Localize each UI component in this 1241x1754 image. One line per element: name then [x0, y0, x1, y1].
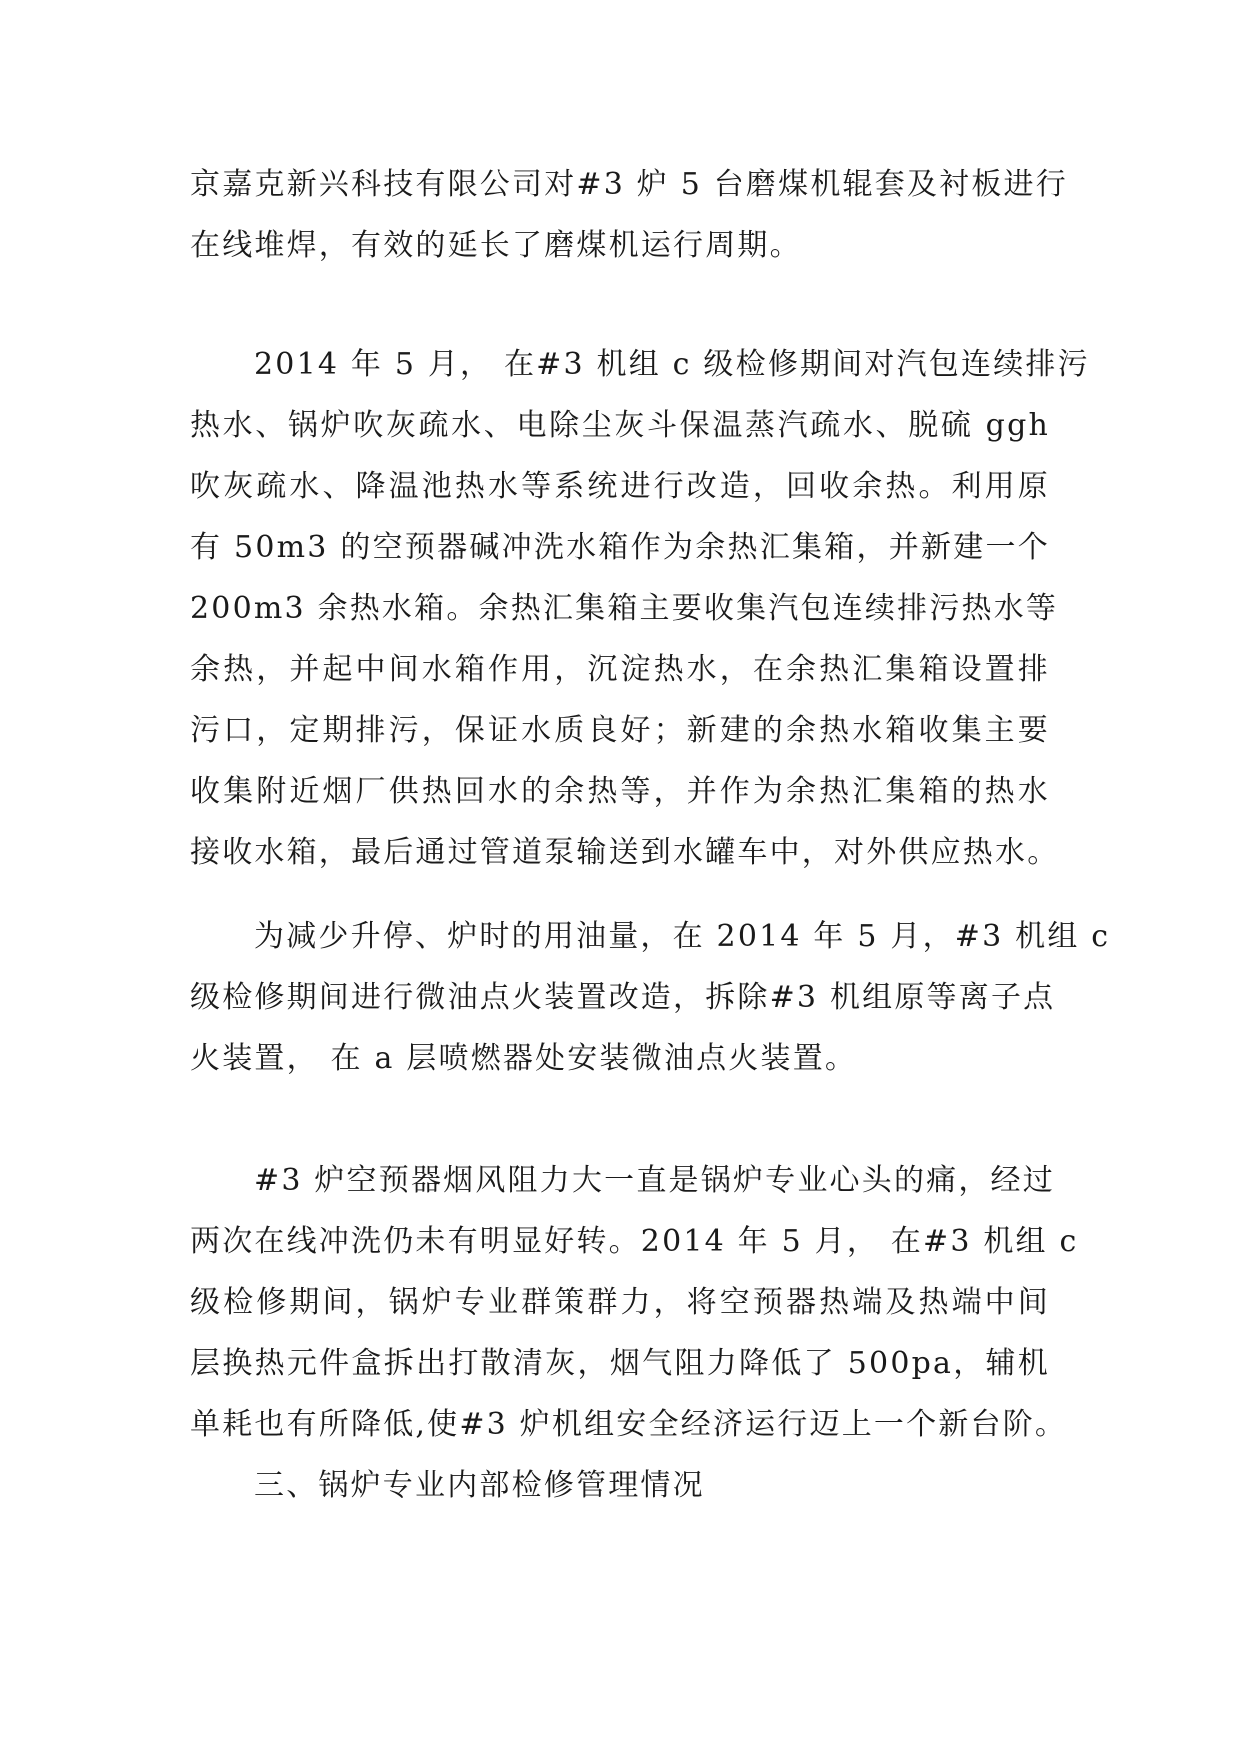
- text-line: 为减少升停、炉时的用油量，在 2014 年 5 月，#3 机组 c: [254, 919, 1111, 954]
- text-line: 收集附近烟厂供热回水的余热等，并作为余热汇集箱的热水: [190, 774, 1050, 809]
- text-line: 余热，并起中间水箱作用，沉淀热水，在余热汇集箱设置排: [190, 652, 1050, 687]
- text-line: 两次在线冲洗仍未有明显好转。2014 年 5 月， 在#3 机组 c: [190, 1224, 1079, 1259]
- text-line: 单耗也有所降低,使#3 炉机组安全经济运行迈上一个新台阶。: [190, 1407, 1068, 1442]
- text-line: 在线堆焊，有效的延长了磨煤机运行周期。: [190, 228, 802, 263]
- paragraph-continuation: [190, 154, 1068, 276]
- text-line: 2014 年 5 月， 在#3 机组 c 级检修期间对汽包连续排污: [254, 347, 1090, 382]
- text-line: 级检修期间进行微油点火装置改造，拆除#3 机组原等离子点: [190, 980, 1056, 1015]
- text-line: 级检修期间，锅炉专业群策群力，将空预器热端及热端中间: [190, 1285, 1050, 1320]
- text-line: 热水、锅炉吹灰疏水、电除尘灰斗保温蒸汽疏水、脱硫 ggh: [190, 408, 1050, 443]
- text-line: #3 炉空预器烟风阻力大一直是锅炉专业心头的痛，经过: [254, 1163, 1055, 1198]
- text-line: 接收水箱，最后通过管道泵输送到水罐车中，对外供应热水。: [190, 835, 1060, 870]
- text-line: 层换热元件盒拆出打散清灰，烟气阻力降低了 500pa，辅机: [190, 1346, 1050, 1381]
- text-line: 吹灰疏水、降温池热水等系统进行改造，回收余热。利用原: [190, 469, 1050, 504]
- paragraph-micro-oil-ignition: [190, 906, 1111, 1089]
- section-heading-text: 三、锅炉专业内部检修管理情况: [254, 1468, 705, 1503]
- text-line: 京嘉克新兴科技有限公司对#3 炉 5 台磨煤机辊套及衬板进行: [190, 167, 1068, 202]
- paragraph-waste-heat-recovery: [190, 334, 1090, 883]
- text-line: 有 50m3 的空预器碱冲洗水箱作为余热汇集箱，并新建一个: [190, 530, 1050, 565]
- section-heading: [190, 1455, 1050, 1516]
- paragraph-air-preheater: [190, 1150, 1079, 1455]
- text-line: 200m3 余热水箱。余热汇集箱主要收集汽包连续排污热水等: [190, 591, 1059, 626]
- text-line: 火装置， 在 a 层喷燃器处安装微油点火装置。: [190, 1041, 858, 1076]
- text-line: 污口，定期排污，保证水质良好；新建的余热水箱收集主要: [190, 713, 1050, 748]
